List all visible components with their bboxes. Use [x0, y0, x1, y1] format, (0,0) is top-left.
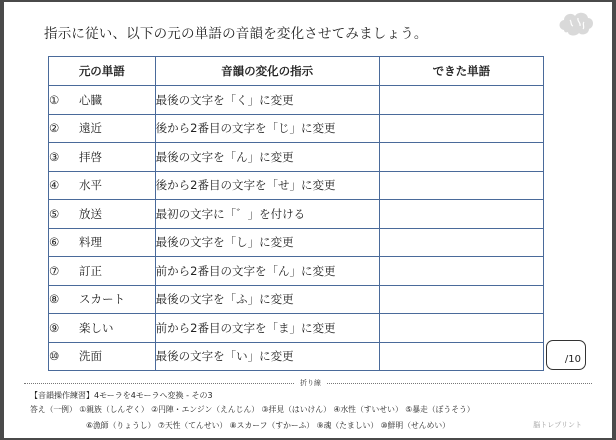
- instruction-cell: 最後の文字を「ふ」に変更: [155, 285, 379, 314]
- answer-cell[interactable]: [379, 228, 543, 257]
- original-word-cell: [49, 285, 156, 314]
- original-word-cell: [49, 228, 156, 257]
- score-box[interactable]: [546, 340, 586, 370]
- row-number: ③: [49, 149, 60, 164]
- instruction-cell: 後から2番目の文字を「じ」に変更: [155, 114, 379, 143]
- row-number: ⑧: [49, 292, 60, 307]
- table-row: [49, 228, 544, 257]
- header-instruction: 音韻の変化の指示: [155, 57, 379, 86]
- table-row: [49, 143, 544, 172]
- header-result-word: できた単語: [379, 57, 543, 86]
- table-row: [49, 200, 544, 229]
- original-word: 遠近: [79, 121, 102, 136]
- word-table: [48, 56, 544, 371]
- original-word-cell: [49, 342, 156, 371]
- original-word-cell: [49, 257, 156, 286]
- row-number: ⑦: [49, 263, 60, 278]
- table-row: [49, 342, 544, 371]
- instruction-cell: 後から2番目の文字を「せ」に変更: [155, 171, 379, 200]
- answer-cell[interactable]: [379, 143, 543, 172]
- fold-label: 折り線: [294, 378, 327, 388]
- original-word-cell: [49, 314, 156, 343]
- worksheet-page: [4, 2, 612, 438]
- original-word-cell: [49, 171, 156, 200]
- original-word-cell: [49, 200, 156, 229]
- instruction-cell: 最初の文字に「゛」を付ける: [155, 200, 379, 229]
- original-word: 水平: [79, 178, 102, 193]
- answer-cell[interactable]: [379, 200, 543, 229]
- instruction-cell: 前から2番目の文字を「ん」に変更: [155, 257, 379, 286]
- answer-cell[interactable]: [379, 86, 543, 115]
- instruction-cell: 前から2番目の文字を「ま」に変更: [155, 314, 379, 343]
- instruction-cell: 最後の文字を「し」に変更: [155, 228, 379, 257]
- table-row: [49, 257, 544, 286]
- row-number: ①: [49, 92, 60, 107]
- answer-cell[interactable]: [379, 171, 543, 200]
- table-row: [49, 314, 544, 343]
- row-number: ⑩: [49, 349, 60, 364]
- original-word: 心臓: [79, 92, 102, 107]
- header-original-word: 元の単語: [49, 57, 156, 86]
- answer-cell[interactable]: [379, 285, 543, 314]
- table-row: [49, 171, 544, 200]
- row-number: ②: [49, 121, 60, 136]
- row-number: ④: [49, 178, 60, 193]
- answer-cell[interactable]: [379, 257, 543, 286]
- instruction-cell: 最後の文字を「い」に変更: [155, 342, 379, 371]
- brain-icon: [556, 10, 596, 40]
- original-word: 洗面: [79, 349, 102, 364]
- original-word: 放送: [79, 206, 102, 221]
- brand-label: 脳トレプリント: [533, 421, 582, 429]
- row-number: ⑤: [49, 206, 60, 221]
- original-word-cell: [49, 143, 156, 172]
- instruction-cell: 最後の文字を「ん」に変更: [155, 143, 379, 172]
- answer-cell[interactable]: [379, 314, 543, 343]
- answer-section-title: 【音韻操作練習】4モーラを4モーラへ変換 - その3: [30, 391, 213, 400]
- original-word: 訂正: [79, 263, 102, 278]
- answer-cell[interactable]: [379, 114, 543, 143]
- table-header-row: [49, 57, 544, 86]
- instruction-text: 指示に従い、以下の元の単語の音韻を変化させてみましょう。: [44, 26, 428, 42]
- table-row: [49, 285, 544, 314]
- table-row: [49, 114, 544, 143]
- original-word-cell: [49, 86, 156, 115]
- original-word: スカート: [79, 292, 125, 307]
- original-word-cell: [49, 114, 156, 143]
- original-word: 料理: [79, 235, 102, 250]
- table-row: [49, 86, 544, 115]
- original-word: 楽しい: [79, 320, 114, 335]
- original-word: 拝啓: [79, 149, 102, 164]
- row-number: ⑥: [49, 235, 60, 250]
- answer-cell[interactable]: [379, 342, 543, 371]
- instruction-cell: 最後の文字を「く」に変更: [155, 86, 379, 115]
- row-number: ⑨: [49, 320, 60, 335]
- answer-key-line-2: ⑥漁師（りょうし） ⑦天性（てんせい） ⑧スカーフ（すかーふ） ⑨魂（たましい） ⑩鮮明（せんめい）: [86, 421, 450, 430]
- score-text: /10: [564, 354, 581, 365]
- answer-key-line-1: 答え（一例） ①親族（しんぞく） ②円陣・エンジン（えんじん） ③拝見（はいけん） ④水性（すいせい） ⑤暴走（ぼうそう）: [30, 405, 475, 414]
